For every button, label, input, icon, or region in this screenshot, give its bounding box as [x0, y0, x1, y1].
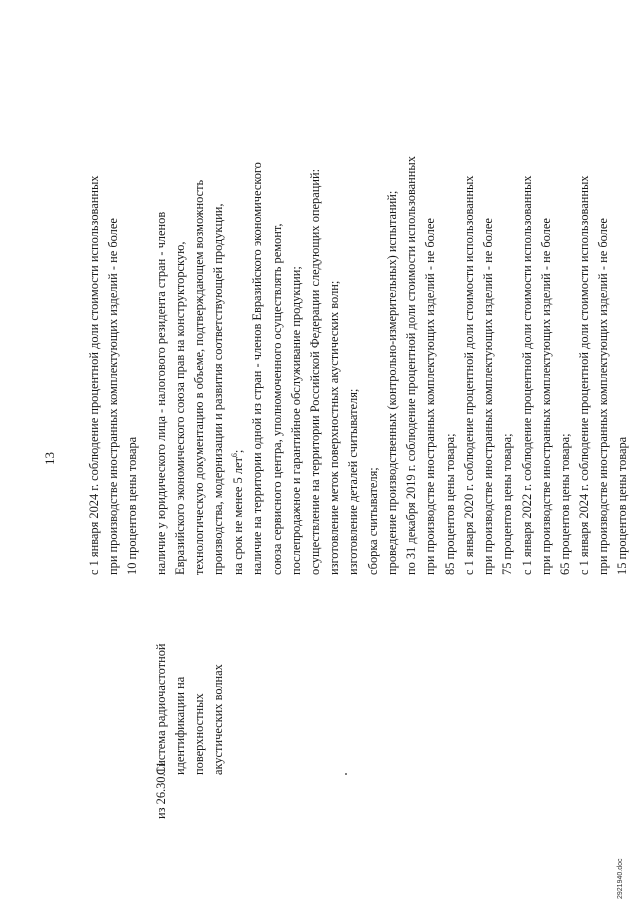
text-line-with-footnote: [229, 450, 249, 575]
file-footer: 2921940.doc: [617, 858, 624, 899]
text-line: 85 процентов цены товара;: [443, 433, 457, 575]
text-line-tail: ;: [231, 449, 245, 454]
product-name-line: акустических волнах: [211, 664, 225, 775]
text-line: 15 процентов цены товара: [615, 436, 629, 575]
text-line: с 1 января 2024 г. соблюдение процентной доли стоимости использованных: [577, 175, 591, 575]
text-line: изготовление меток поверхностных акустических волн;: [327, 280, 341, 575]
text-line: технологическую документацию в объеме, подтверждающем возможность: [192, 179, 206, 575]
product-name-line: идентификации на: [173, 676, 187, 775]
text-line: с 1 января 2022 г. соблюдение процентной доли стоимости использованных: [520, 175, 534, 575]
text-line: при производстве иностранных комплектующих изделий - не более: [106, 218, 120, 575]
text-line: при производстве иностранных комплектующих изделий - не более: [481, 218, 495, 575]
text-line: с 1 января 2024 г. соблюдение процентной доли стоимости использованных: [87, 175, 101, 575]
text-line: 10 процентов цены товара: [125, 436, 139, 575]
text-line: при производстве иностранных комплектующих изделий - не более: [423, 218, 437, 575]
text-line: наличие на территории одной из стран - членов Евразийского экономического: [250, 162, 264, 575]
text-line: на срок не менее 5 лет: [231, 457, 245, 575]
text-line: проведение производственных (контрольно-измерительных) испытаний;: [385, 190, 399, 575]
text-line: 75 процентов цены товара;: [500, 433, 514, 575]
text-line: 65 процентов цены товара;: [558, 433, 572, 575]
scan-dot: [345, 773, 347, 775]
product-name-line: поверхностных: [192, 693, 206, 775]
footnote-mark: 6: [229, 453, 239, 458]
text-line: сборка считывателя;: [366, 467, 380, 575]
text-line: послепродажное и гарантийное обслуживание продукции;: [289, 266, 303, 575]
text-line: Евразийского экономического союза прав на конструкторскую,: [173, 241, 187, 575]
page-number: 13: [42, 452, 57, 465]
text-line: союза сервисного центра, уполномоченного осуществлять ремонт,: [270, 223, 284, 575]
okpd-code: из 26.30.11: [154, 761, 168, 819]
text-line: при производстве иностранных комплектующих изделий - не более: [596, 218, 610, 575]
product-name-line: Система радиочастотной: [154, 643, 168, 775]
text-line: изготовление деталей считывателя;: [346, 388, 360, 575]
text-line: по 31 декабря 2019 г. соблюдение процентной доли стоимости использованных: [404, 156, 418, 575]
text-line: с 1 января 2020 г. соблюдение процентной доли стоимости использованных: [462, 175, 476, 575]
text-line: осуществление на территории Российской Федерации следующих операций:: [308, 168, 322, 575]
text-line: при производстве иностранных комплектующих изделий - не более: [539, 218, 553, 575]
text-line: производства, модернизации и развития соответствующей продукции,: [211, 203, 225, 575]
text-line: наличие у юридического лица - налогового резидента стран - членов: [154, 211, 168, 575]
